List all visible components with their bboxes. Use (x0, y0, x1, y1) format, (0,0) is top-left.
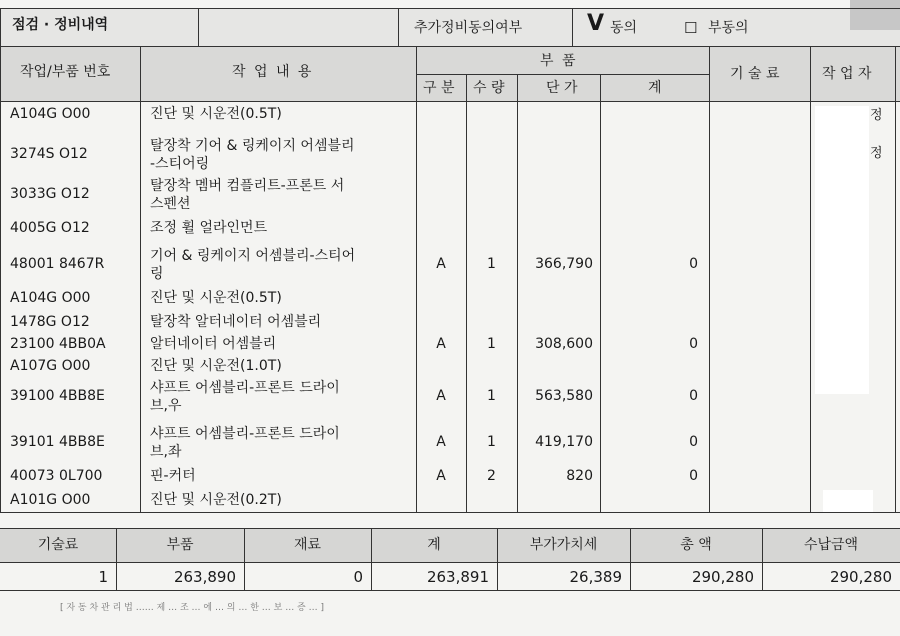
item-total: 0 (689, 434, 698, 450)
redacted-signature (823, 490, 873, 512)
rule (198, 8, 199, 46)
summary-header: 부가가치세 (529, 537, 598, 553)
rule (416, 46, 417, 512)
rule (709, 46, 710, 512)
item-work-line: 진단 및 시운전(0.5T) (150, 106, 282, 122)
item-qty: 2 (487, 468, 496, 484)
rule (0, 528, 900, 529)
rule (0, 562, 900, 563)
rule (116, 528, 117, 590)
section-title: 점검 · 정비내역 (12, 17, 109, 33)
item-work-line: 진단 및 시운전(1.0T) (150, 358, 282, 374)
col-unit-price: 단 가 (546, 80, 578, 96)
item-qty: 1 (487, 388, 496, 404)
rule (0, 8, 1, 512)
rule (497, 528, 498, 590)
rule (600, 74, 601, 512)
col-parts-group: 부 품 (540, 53, 578, 69)
summary-header: 부품 (166, 537, 194, 553)
item-unit-price: 820 (566, 468, 593, 484)
item-part-no: 1478G O12 (10, 314, 90, 330)
col-part-no: 작업/부품 번호 (20, 64, 111, 80)
item-total: 0 (689, 388, 698, 404)
item-unit-price: 419,170 (535, 434, 593, 450)
item-work-line: 진단 및 시운전(0.5T) (150, 290, 282, 306)
item-kind: A (436, 468, 446, 484)
rule (244, 528, 245, 590)
rule (895, 46, 896, 512)
item-part-no: A104G O00 (10, 290, 91, 306)
redacted-worker-name (815, 106, 869, 394)
stamp-corner (850, 0, 900, 30)
item-unit-price: 366,790 (535, 256, 593, 272)
summary-header: 재료 (293, 537, 322, 553)
item-part-no: 3033G O12 (10, 186, 90, 202)
col-total: 계 (648, 80, 662, 96)
rule (140, 46, 141, 512)
summary-header: 총 액 (680, 537, 712, 553)
item-kind: A (436, 388, 446, 404)
rule (0, 101, 900, 102)
item-qty: 1 (487, 434, 496, 450)
rule (416, 74, 710, 75)
item-work-line: 샤프트 어셈블리-프론트 드라이 (150, 426, 340, 442)
item-total: 0 (689, 336, 698, 352)
rule (630, 528, 631, 590)
item-part-no: 3274S O12 (10, 146, 88, 162)
item-part-no: 39100 4BB8E (10, 388, 105, 404)
rule (466, 74, 467, 512)
item-unit-price: 308,600 (535, 336, 593, 352)
item-kind: A (436, 336, 446, 352)
col-work: 작 업 내 용 (232, 64, 314, 80)
item-qty: 1 (487, 336, 496, 352)
item-work-line: 탈장착 알터네이터 어셈블리 (150, 314, 322, 330)
item-work-line-2: 스펜션 (150, 196, 191, 212)
item-kind: A (436, 256, 446, 272)
rule (0, 512, 900, 513)
col-labor: 기 술 료 (730, 66, 780, 82)
item-part-no: 23100 4BB0A (10, 336, 106, 352)
rule (0, 8, 900, 9)
consent-label: 추가정비동의여부 (414, 20, 523, 36)
col-kind: 구 분 (423, 80, 455, 96)
worker-fragment: 정 (870, 146, 883, 161)
summary-value: 263,891 (426, 568, 489, 586)
disagree-checkbox: ☐ (684, 19, 698, 37)
item-part-no: 4005G O12 (10, 220, 90, 236)
item-part-no: A104G O00 (10, 106, 91, 122)
summary-value: 26,389 (569, 568, 622, 586)
item-work-line-2: -스티어링 (150, 156, 210, 172)
item-part-no: A107G O00 (10, 358, 91, 374)
rule (0, 46, 900, 47)
summary-value: 290,280 (691, 568, 754, 586)
summary-value: 0 (353, 568, 363, 586)
rule (0, 590, 900, 591)
item-total: 0 (689, 468, 698, 484)
item-work-line: 탈장착 멤버 컴플리트-프론트 서 (150, 178, 345, 194)
rule (517, 74, 518, 512)
item-part-no: 40073 0L700 (10, 468, 103, 484)
summary-header: 기술료 (37, 537, 79, 553)
item-work-line-2: 브,좌 (150, 444, 182, 460)
item-work-line: 진단 및 시운전(0.2T) (150, 492, 282, 508)
rule (572, 8, 573, 46)
summary-header: 계 (427, 537, 441, 553)
item-work-line-2: 링 (150, 266, 164, 282)
item-work-line: 핀-커터 (150, 468, 196, 484)
item-work-line: 기어 & 링케이지 어셈블리-스티어 (150, 248, 356, 264)
item-work-line: 샤프트 어셈블리-프론트 드라이 (150, 380, 340, 396)
item-work-line: 알터네이터 어셈블리 (150, 336, 277, 352)
item-part-no: 48001 8467R (10, 256, 105, 272)
col-qty: 수 량 (473, 80, 505, 96)
summary-value: 263,890 (173, 568, 236, 586)
summary-value: 290,280 (829, 568, 892, 586)
item-part-no: 39101 4BB8E (10, 434, 105, 450)
item-part-no: A101G O00 (10, 492, 91, 508)
footer-fragment: [ 자 동 차 관 리 법 …… 제 … 조 … 에 … 의 … 한 … 보 … 증 … ] (60, 603, 324, 613)
summary-header: 수납금액 (803, 537, 859, 553)
item-work-line-2: 브,우 (150, 398, 182, 414)
item-unit-price: 563,580 (535, 388, 593, 404)
item-qty: 1 (487, 256, 496, 272)
item-total: 0 (689, 256, 698, 272)
col-worker: 작 업 자 (822, 66, 872, 82)
agree-checkmark: V (587, 11, 605, 36)
agree-label: 동의 (610, 20, 638, 36)
item-kind: A (436, 434, 446, 450)
summary-value: 1 (98, 568, 108, 586)
rule (810, 46, 811, 512)
item-work-line: 조정 휠 얼라인먼트 (150, 220, 268, 236)
disagree-label: 부동의 (708, 20, 749, 36)
rule (371, 528, 372, 590)
worker-fragment: 정 (870, 108, 883, 123)
rule (762, 528, 763, 590)
item-work-line: 탈장착 기어 & 링케이지 어셈블리 (150, 138, 355, 154)
rule (398, 8, 399, 46)
